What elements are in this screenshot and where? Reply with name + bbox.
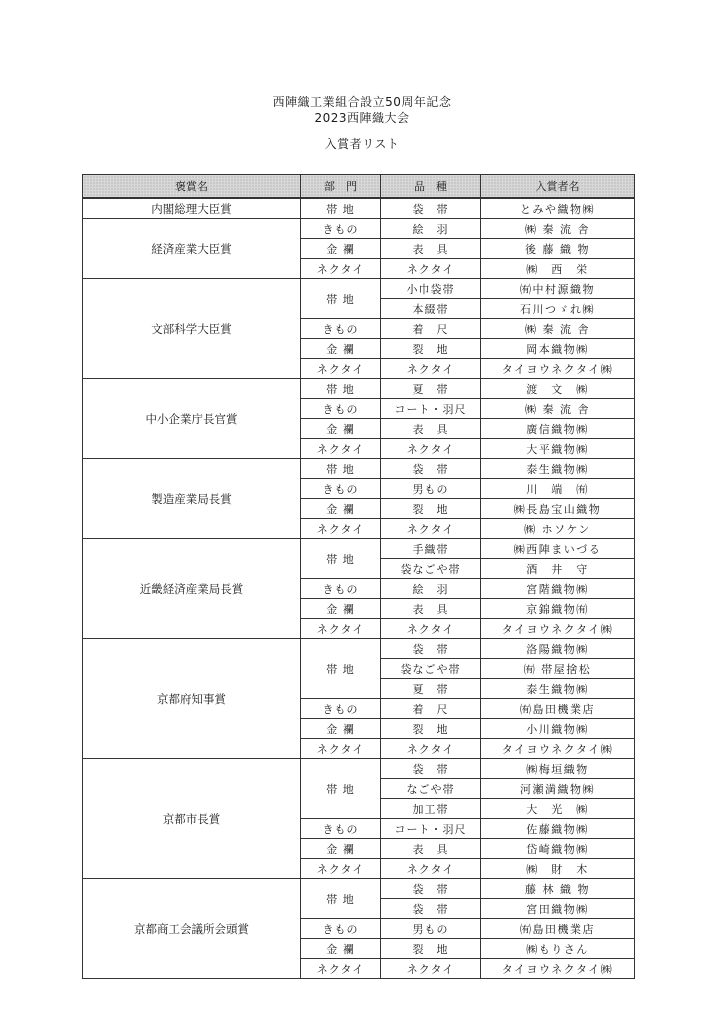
item-type-cell: 袋 帯 — [381, 198, 481, 219]
item-type-cell: 袋 帯 — [381, 459, 481, 479]
column-header-department: 部 門 — [301, 175, 381, 199]
winner-name-cell: ㈲中村源織物 — [481, 279, 635, 299]
winner-name-cell: 酒 井 守 — [481, 559, 635, 579]
column-header-item: 品 種 — [381, 175, 481, 199]
item-type-cell: ネクタイ — [381, 859, 481, 879]
award-name-cell: 中小企業庁長官賞 — [83, 379, 301, 459]
department-cell: ネクタイ — [301, 959, 381, 979]
winner-name-cell: 渡 文 ㈱ — [481, 379, 635, 399]
department-cell: 帯 地 — [301, 379, 381, 399]
item-type-cell: なごや帯 — [381, 779, 481, 799]
winner-name-cell: 小川織物㈱ — [481, 719, 635, 739]
table-row — [83, 379, 635, 399]
winner-name-cell: ㈲島田機業店 — [481, 699, 635, 719]
winner-name-cell: ㈲島田機業店 — [481, 919, 635, 939]
department-cell: 帯 地 — [301, 539, 381, 579]
award-name-cell: 近畿経済産業局長賞 — [83, 539, 301, 639]
winner-name-cell: とみや織物㈱ — [481, 198, 635, 219]
award-name-cell: 経済産業大臣賞 — [83, 219, 301, 279]
award-name-cell: 製造産業局長賞 — [83, 459, 301, 539]
item-type-cell: 男もの — [381, 919, 481, 939]
item-type-cell: 袋なごや帯 — [381, 559, 481, 579]
item-type-cell: 表 具 — [381, 239, 481, 259]
winner-name-cell: ㈱西陣まいづる — [481, 539, 635, 559]
item-type-cell: ネクタイ — [381, 439, 481, 459]
department-cell: きもの — [301, 699, 381, 719]
item-type-cell: 絵 羽 — [381, 579, 481, 599]
winner-name-cell: 後 藤 織 物 — [481, 239, 635, 259]
winner-name-cell: ㈱ 西 栄 — [481, 259, 635, 279]
winner-name-cell: ㈱ ホソケン — [481, 519, 635, 539]
item-type-cell: 裂 地 — [381, 719, 481, 739]
winner-name-cell: 藤 林 織 物 — [481, 879, 635, 899]
item-type-cell: ネクタイ — [381, 519, 481, 539]
department-cell: 金 襴 — [301, 339, 381, 359]
table-row — [83, 539, 635, 559]
table-row — [83, 759, 635, 779]
winner-name-cell: 泰生織物㈱ — [481, 679, 635, 699]
item-type-cell: 表 具 — [381, 839, 481, 859]
item-type-cell: 裂 地 — [381, 499, 481, 519]
department-cell: 金 襴 — [301, 599, 381, 619]
winner-name-cell: 大平織物㈱ — [481, 439, 635, 459]
item-type-cell: コート・羽尺 — [381, 399, 481, 419]
department-cell: 金 襴 — [301, 499, 381, 519]
item-type-cell: 袋 帯 — [381, 639, 481, 659]
department-cell: きもの — [301, 919, 381, 939]
item-type-cell: 表 具 — [381, 419, 481, 439]
item-type-cell: 着 尺 — [381, 699, 481, 719]
winner-name-cell: 河瀬満織物㈱ — [481, 779, 635, 799]
department-cell: きもの — [301, 319, 381, 339]
item-type-cell: 男もの — [381, 479, 481, 499]
department-cell: 金 襴 — [301, 719, 381, 739]
winner-name-cell: ㈱梅垣織物 — [481, 759, 635, 779]
winner-name-cell: ㈲ 帯屋捨松 — [481, 659, 635, 679]
winner-name-cell: ㈱ 秦 流 舎 — [481, 399, 635, 419]
winner-name-cell: 石川つゞれ㈱ — [481, 299, 635, 319]
item-type-cell: 夏 帯 — [381, 679, 481, 699]
item-type-cell: 袋なごや帯 — [381, 659, 481, 679]
department-cell: きもの — [301, 399, 381, 419]
department-cell: 帯 地 — [301, 759, 381, 819]
award-name-cell: 内閣総理大臣賞 — [83, 198, 301, 219]
table-row — [83, 198, 635, 219]
department-cell: ネクタイ — [301, 739, 381, 759]
department-cell: ネクタイ — [301, 519, 381, 539]
item-type-cell: ネクタイ — [381, 619, 481, 639]
winner-name-cell: 大 光 ㈱ — [481, 799, 635, 819]
item-type-cell: 袋 帯 — [381, 899, 481, 919]
department-cell: 金 襴 — [301, 239, 381, 259]
item-type-cell: 本綴帯 — [381, 299, 481, 319]
winner-name-cell: タイヨウネクタイ㈱ — [481, 359, 635, 379]
department-cell: きもの — [301, 819, 381, 839]
item-type-cell: 絵 羽 — [381, 219, 481, 239]
item-type-cell: コート・羽尺 — [381, 819, 481, 839]
department-cell: きもの — [301, 219, 381, 239]
table-row — [83, 279, 635, 299]
winner-name-cell: ㈱長島宝山織物 — [481, 499, 635, 519]
item-type-cell: ネクタイ — [381, 259, 481, 279]
department-cell: きもの — [301, 479, 381, 499]
department-cell: 金 襴 — [301, 939, 381, 959]
winner-name-cell: タイヨウネクタイ㈱ — [481, 959, 635, 979]
winner-name-cell: タイヨウネクタイ㈱ — [481, 619, 635, 639]
column-header-winner: 入賞者名 — [481, 175, 635, 199]
winner-name-cell: 宮田織物㈱ — [481, 899, 635, 919]
item-type-cell: 小巾袋帯 — [381, 279, 481, 299]
award-name-cell: 文部科学大臣賞 — [83, 279, 301, 379]
item-type-cell: 表 具 — [381, 599, 481, 619]
winner-name-cell: 佐藤織物㈱ — [481, 819, 635, 839]
department-cell: ネクタイ — [301, 359, 381, 379]
item-type-cell: 袋 帯 — [381, 759, 481, 779]
document-subtitle: 入賞者リスト — [324, 137, 400, 151]
winner-name-cell: 洛陽織物㈱ — [481, 639, 635, 659]
item-type-cell: 加工帯 — [381, 799, 481, 819]
item-type-cell: 着 尺 — [381, 319, 481, 339]
winner-name-cell: 岱崎織物㈱ — [481, 839, 635, 859]
document-title: 西陣織工業組合設立50周年記念 — [272, 95, 452, 109]
table-row — [83, 459, 635, 479]
item-type-cell: ネクタイ — [381, 359, 481, 379]
item-type-cell: 手織帯 — [381, 539, 481, 559]
department-cell: 金 襴 — [301, 839, 381, 859]
table-row — [83, 219, 635, 239]
winner-name-cell: タイヨウネクタイ㈱ — [481, 739, 635, 759]
winner-name-cell: ㈱ 秦 流 舎 — [481, 219, 635, 239]
department-cell: きもの — [301, 579, 381, 599]
award-name-cell: 京都商工会議所会頭賞 — [83, 879, 301, 979]
item-type-cell: 裂 地 — [381, 339, 481, 359]
award-name-cell: 京都府知事賞 — [83, 639, 301, 759]
winner-name-cell: 廣信織物㈱ — [481, 419, 635, 439]
winner-name-cell: 京錦織物㈲ — [481, 599, 635, 619]
table-row — [83, 879, 635, 899]
item-type-cell: ネクタイ — [381, 959, 481, 979]
department-cell: 金 襴 — [301, 419, 381, 439]
table-body — [83, 198, 635, 979]
winner-name-cell: ㈱ 財 木 — [481, 859, 635, 879]
winner-name-cell: 泰生織物㈱ — [481, 459, 635, 479]
item-type-cell: 裂 地 — [381, 939, 481, 959]
winner-name-cell: ㈱ 秦 流 舎 — [481, 319, 635, 339]
item-type-cell: 夏 帯 — [381, 379, 481, 399]
department-cell: ネクタイ — [301, 439, 381, 459]
winner-name-cell: 宮階織物㈱ — [481, 579, 635, 599]
item-type-cell: ネクタイ — [381, 739, 481, 759]
department-cell: ネクタイ — [301, 619, 381, 639]
column-header-award: 褒賞名 — [83, 175, 301, 199]
item-type-cell: 袋 帯 — [381, 879, 481, 899]
table-header-row — [83, 175, 635, 199]
winner-name-cell: 岡本織物㈱ — [481, 339, 635, 359]
winners-table — [82, 174, 635, 979]
department-cell: 帯 地 — [301, 198, 381, 219]
department-cell: ネクタイ — [301, 259, 381, 279]
department-cell: 帯 地 — [301, 639, 381, 699]
winner-name-cell: ㈱もりさん — [481, 939, 635, 959]
department-cell: 帯 地 — [301, 879, 381, 919]
department-cell: 帯 地 — [301, 279, 381, 319]
event-name: 2023西陣織大会 — [314, 111, 410, 125]
winner-name-cell: 川 端 ㈲ — [481, 479, 635, 499]
department-cell: 帯 地 — [301, 459, 381, 479]
award-name-cell: 京都市長賞 — [83, 759, 301, 879]
department-cell: ネクタイ — [301, 859, 381, 879]
table-row — [83, 639, 635, 659]
